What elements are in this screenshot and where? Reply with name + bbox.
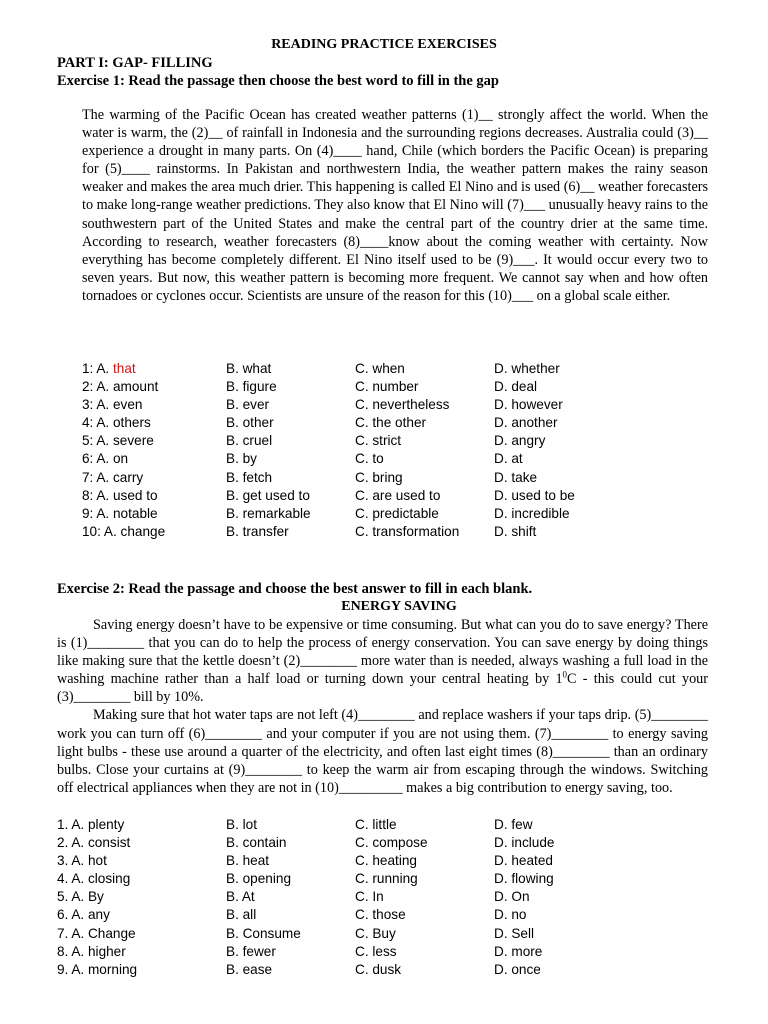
option-row [82,360,642,378]
option-a [82,469,143,487]
option-b: B. heat [226,853,270,869]
option-a-answer: that [112,361,136,376]
option-a [82,414,151,432]
option-a-answer: severe [112,433,154,449]
option-c: C. In [355,889,384,905]
option-c: C. Buy [355,925,396,941]
option-row [57,925,617,943]
option-a-prefix: 2: A. [82,379,113,395]
option-a [82,396,142,414]
option-a: 2. A. consist [57,835,131,851]
option-a [82,360,136,378]
part-heading: PART I: GAP- FILLING [57,55,213,71]
option-a [82,523,165,541]
option-c: C. dusk [355,961,402,977]
option-a-prefix: 10: A. [82,523,121,539]
option-row [82,450,642,468]
option-row [57,943,617,961]
option-b: B. contain [226,835,287,851]
option-b: B. all [226,907,257,923]
option-row [82,523,642,541]
option-row [82,505,642,523]
option-c: C. heating [355,853,417,869]
option-row [57,906,617,924]
option-a-answer: used to [112,487,158,503]
option-c: C. running [355,871,418,887]
option-c: C. are used to [355,487,441,503]
option-a-prefix: 1: A. [82,361,113,376]
page-title: READING PRACTICE EXERCISES [271,37,497,52]
option-d: D. take [494,469,538,485]
option-a: 4. A. closing [57,871,131,887]
option-a: 1. A. plenty [57,817,125,832]
option-b: B. ever [226,397,270,413]
option-row [82,432,642,450]
option-c: C. nevertheless [355,397,450,413]
option-b: B. other [226,415,274,431]
option-d: D. more [494,943,543,959]
option-b: B. by [226,451,257,467]
option-a-prefix: 9: A. [82,505,113,521]
option-c: C. bring [355,469,403,485]
option-c: C. little [355,817,397,832]
option-a: 7. A. Change [57,925,136,941]
option-d: D. at [494,451,523,467]
exercise-2-heading: Exercise 2: Read the passage and choose the best answer to fill in each blank. [57,581,533,597]
option-c: C. less [355,943,397,959]
option-d: D. incredible [494,505,570,521]
option-a: 8. A. higher [57,943,126,959]
option-c: C. when [355,361,405,376]
option-b: B. At [226,889,255,905]
option-a-answer: notable [112,505,158,521]
option-d: D. On [494,889,530,905]
option-a [82,505,158,523]
option-row [57,870,617,888]
option-c: C. to [355,451,384,467]
option-b: B. fewer [226,943,276,959]
option-a-prefix: 4: A. [82,415,113,431]
option-a-prefix: 5: A. [82,433,113,449]
option-b: B. figure [226,379,277,395]
option-c: C. the other [355,415,427,431]
option-d: D. Sell [494,925,535,941]
option-d: D. whether [494,361,560,376]
option-a [82,487,158,505]
option-d: D. flowing [494,871,554,887]
option-d: D. few [494,817,533,832]
option-a [82,378,158,396]
option-b: B. what [226,361,272,376]
exercise-1-options [82,360,642,541]
option-d: D. used to be [494,487,575,503]
option-b: B. get used to [226,487,310,503]
option-d: D. angry [494,433,546,449]
exercise-1-heading: Exercise 1: Read the passage then choose the best word to fill in the gap [57,73,499,89]
exercise-2-title: ENERGY SAVING [341,599,457,614]
option-a-prefix: 8: A. [82,487,113,503]
option-d: D. once [494,961,541,977]
option-b: B. opening [226,871,292,887]
option-row [57,834,617,852]
option-row [57,961,617,979]
option-c: C. compose [355,835,428,851]
option-b: B. fetch [226,469,273,485]
option-row [82,378,642,396]
paragraph-text: Saving energy doesn’t have to be expensive or time consuming. But what can you do to save energy? There is (1)________ that you can do to help the process of energy conservation. You can save energy by doing things like making sure that the kettle doesn’t (2)________ more water than is needed, always washing a full load in the washing machine rather than a half load or turning down your central heating by 1 [57,617,708,688]
option-a-answer: on [112,451,129,467]
passage-paragraph [57,616,708,706]
option-a-prefix: 3: A. [82,397,113,413]
option-a-prefix: 6: A. [82,451,113,467]
option-a [82,450,128,468]
option-a: 3. A. hot [57,853,107,869]
option-a-answer: amount [112,379,159,395]
exercise-1-passage: The warming of the Pacific Ocean has created weather patterns (1)__ strongly affect the world. When the water is warm, the (2)__ of rainfall in Indonesia and the surrounding regions decreases. Australia could (3)__ experience a drought in many parts. On (4)____ hand, Chile (which borders the Pacific Ocean) is preparing for (5)____ rainstorms. In Pakistan and northwestern India, the weather pattern makes the rainy season weaker and makes the area much drier. This happening is called El Nino and is used (6)__ weather forecasters to make long-range weather predictions. They also know that El Nino will (7)___ unusually heavy rains to the southwestern part of the United States and make the central part of the country drier at the same time. According to research, weather forecasters (8)____know about the coming weather with certainty. Now everything has become completely different. El Nino itself used to be (9)___. It would occur every two to seven years. But now, this weather pattern is becoming more frequent. We cannot say when and how often tornadoes or cyclones occur. Scientists are unsure of the reason for this (10)___ on a global scale either. [82,107,708,304]
passage-paragraph: Making sure that hot water taps are not left (4)________ and replace washers if your taps drip. (5)________ work you can turn off (6)________ and your computer if you are not using them. (7)________ to energy saving light bulbs - these use around a quarter of the electricity, and often last eight times (8)________ than an ordinary bulbs. Close your curtains at (9)________ to keep the warm air from escaping through the windows. Switching off electrical appliances when they are not in (10)_________ makes a big contribution to energy saving, too. [57,707,708,796]
option-d: D. heated [494,853,553,869]
option-b: B. transfer [226,523,289,539]
option-d: D. deal [494,379,538,395]
option-a: 9. A. morning [57,961,138,977]
option-c: C. strict [355,433,402,449]
option-a-answer: change [120,523,166,539]
option-c: C. predictable [355,505,439,521]
option-row [57,888,617,906]
option-row [82,487,642,505]
option-a-answer: others [112,415,151,431]
option-d: D. no [494,907,527,923]
option-a-prefix: 7: A. [82,469,113,485]
option-b: B. Consume [226,925,301,941]
option-row [57,816,617,834]
option-d: D. however [494,397,563,413]
option-a-answer: even [112,397,143,413]
option-c: C. transformation [355,523,460,539]
option-a [82,432,154,450]
degree-superscript: 0 [562,669,568,680]
option-d: D. shift [494,523,537,539]
option-a: 5. A. By [57,889,104,905]
option-d: D. another [494,415,558,431]
exercise-2-passage [57,616,708,797]
option-a: 6. A. any [57,907,110,923]
option-b: B. lot [226,817,257,832]
option-b: B. cruel [226,433,273,449]
paragraph-text: C - this could cut your (3)________ bill by 10%. [57,671,708,706]
option-c: C. those [355,907,406,923]
option-row [82,469,642,487]
exercise-2-options [57,816,617,979]
option-c: C. number [355,379,419,395]
option-b: B. remarkable [226,505,311,521]
option-row [82,396,642,414]
option-b: B. ease [226,961,273,977]
option-a-answer: carry [112,469,144,485]
option-row [57,852,617,870]
option-d: D. include [494,835,555,851]
option-row [82,414,642,432]
